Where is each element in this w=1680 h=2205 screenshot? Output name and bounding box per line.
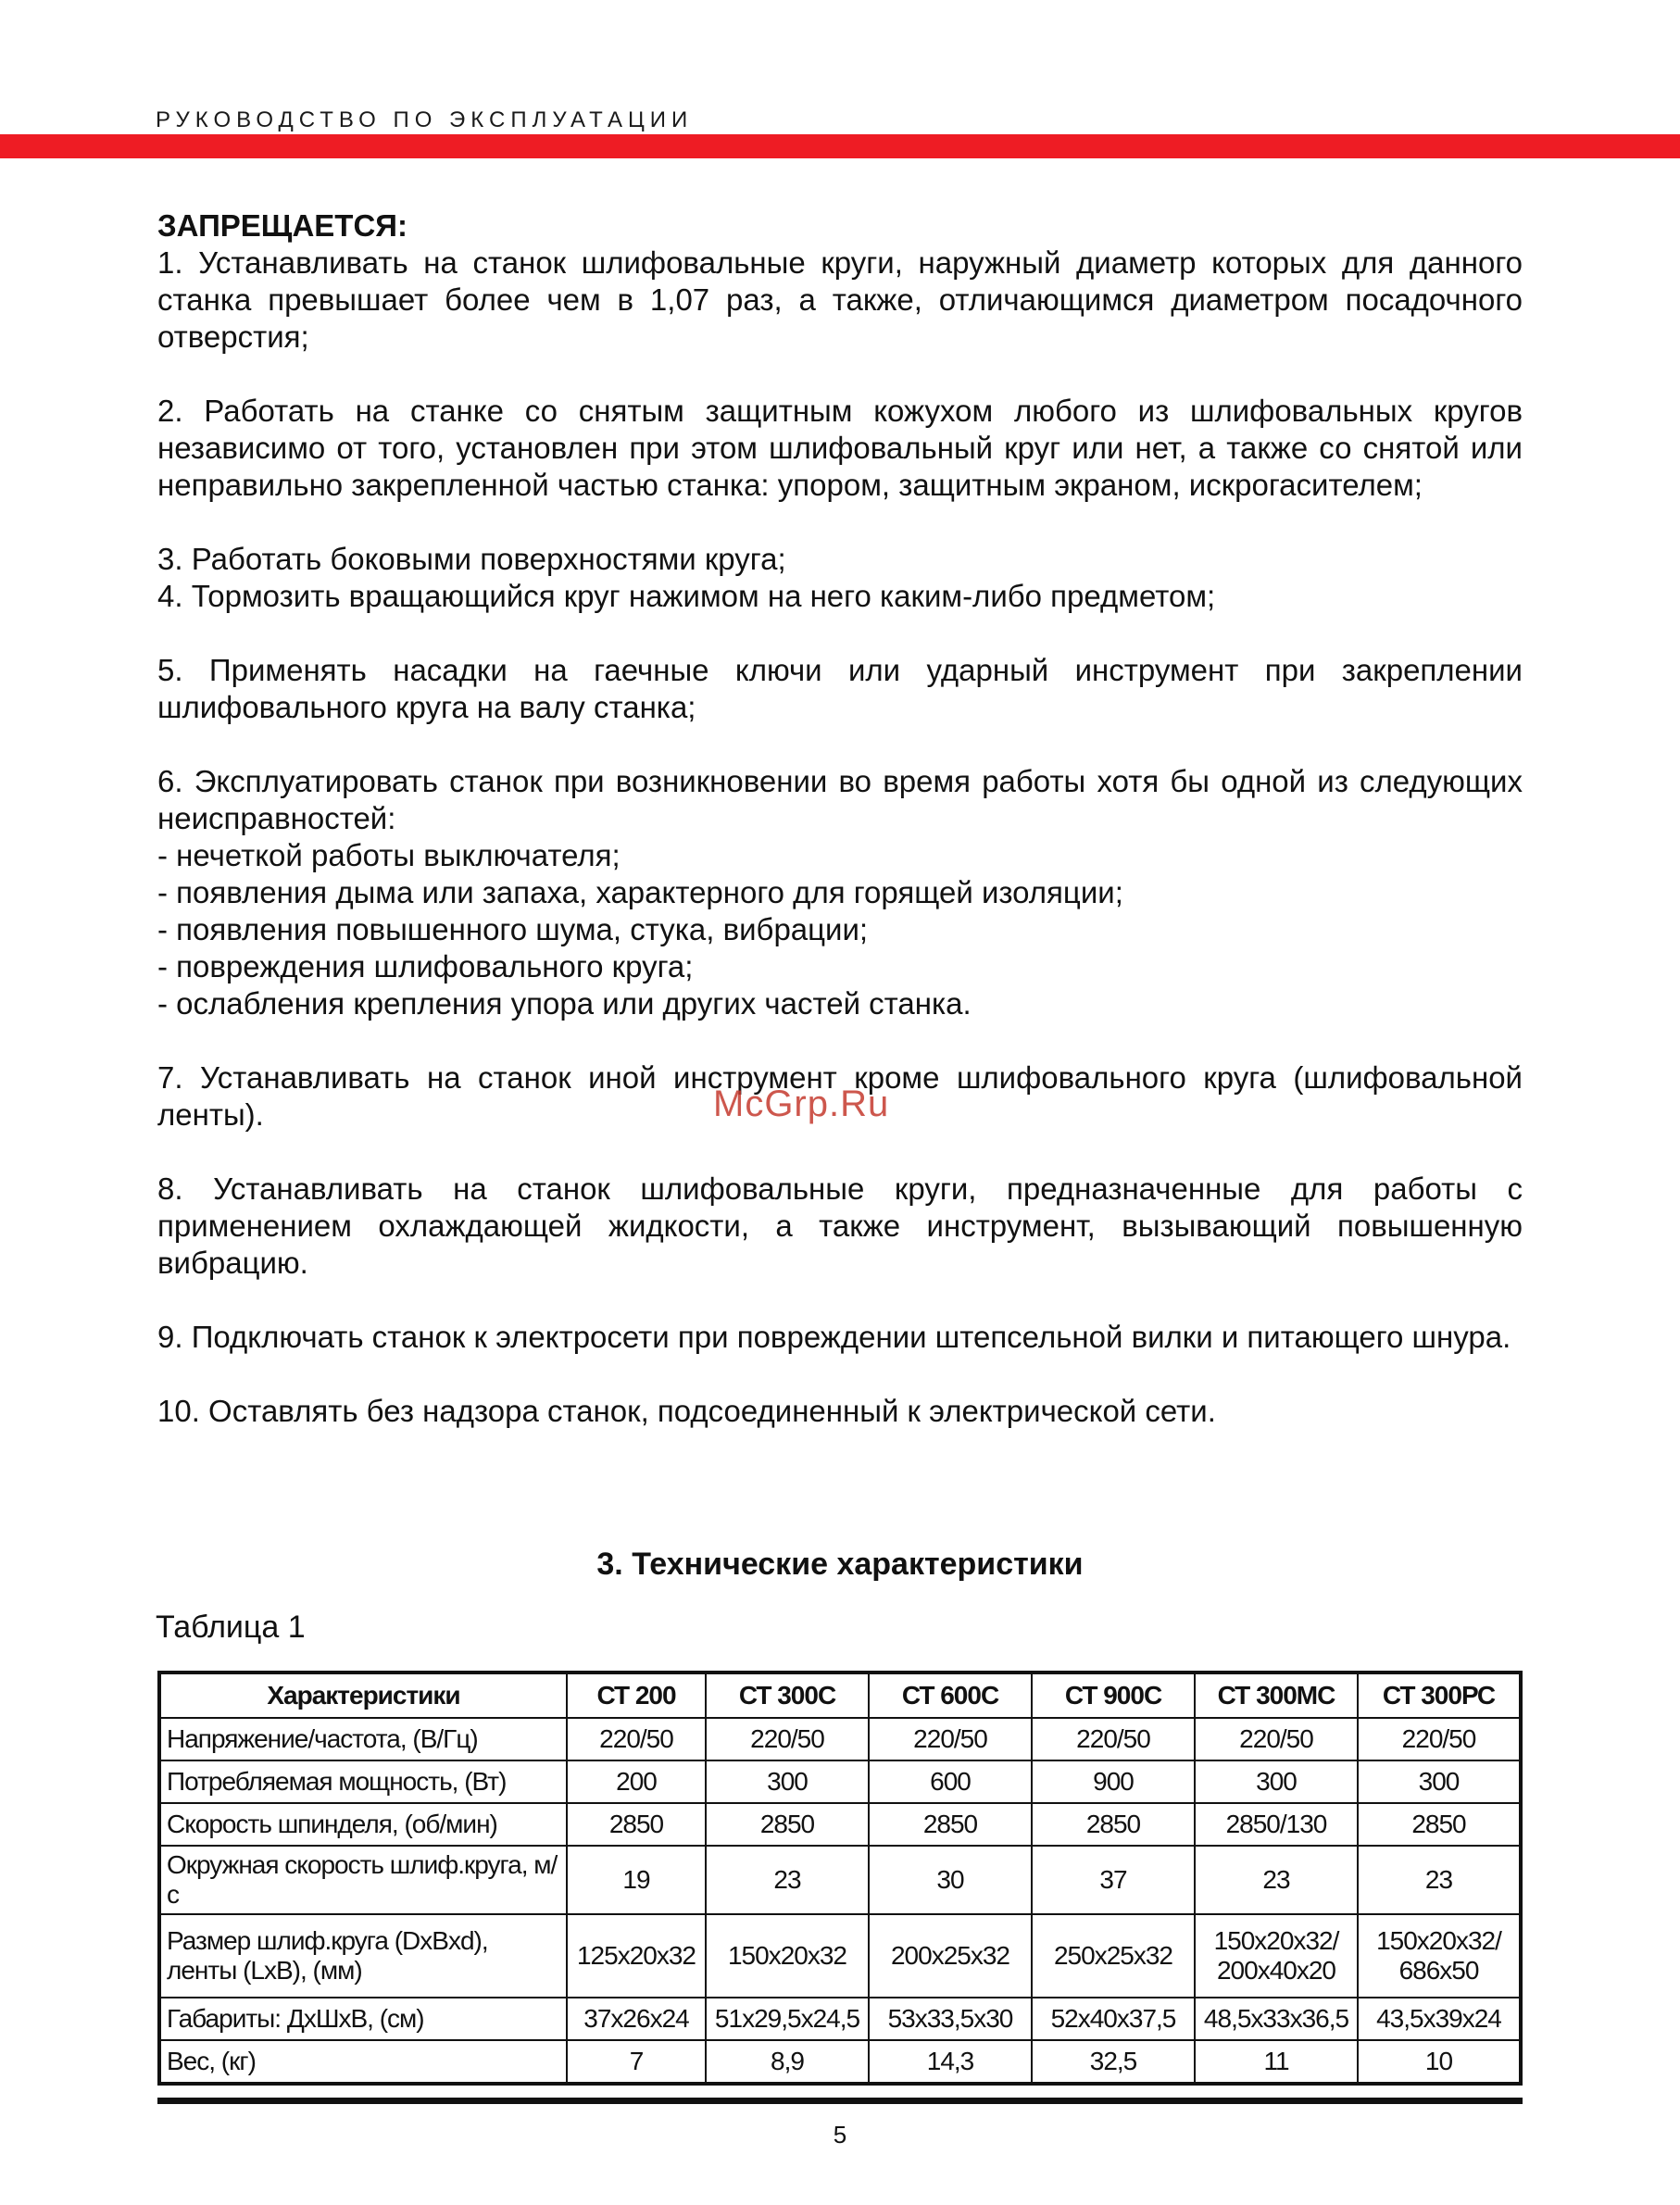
table-cell: 250x25x32	[1032, 1914, 1195, 1998]
table-cell: 150x20x32	[706, 1914, 869, 1998]
prohibited-item-8: 8. Устанавливать на станок шлифовальные круги, предназначенные для работы с применением охлаждающей жидкости, а также инструмент, вызывающий повышенную вибрацию.	[157, 1171, 1523, 1280]
table-cell: 220/50	[1195, 1718, 1358, 1760]
table-header-cell: СТ 900С	[1032, 1673, 1195, 1718]
table-cell: 2850	[706, 1803, 869, 1846]
page-number: 5	[833, 2121, 847, 2149]
table-cell: 19	[567, 1846, 706, 1914]
table-row	[159, 1760, 1521, 1803]
table-row	[159, 2040, 1521, 2084]
prohibited-item-5: 5. Применять насадки на гаечные ключи или ударный инструмент при закреплении шлифовального круга на валу станка;	[157, 653, 1523, 724]
table-cell: 51x29,5x24,5	[706, 1998, 869, 2040]
fault-list-item: - появления повышенного шума, стука, вибрации;	[157, 912, 869, 946]
table-cell: 220/50	[706, 1718, 869, 1760]
table-row-label: Окружная скорость шлиф.круга, м/с	[159, 1846, 567, 1914]
fault-list-item: - ослабления крепления упора или других частей станка.	[157, 986, 972, 1021]
prohibited-item-1: 1. Устанавливать на станок шлифовальные круги, наружный диаметр которых для данного станка превышает более чем в 1,07 раз, а также, отличающимся диаметром посадочного отверстия;	[157, 245, 1523, 354]
table-row-label: Вес, (кг)	[159, 2040, 567, 2084]
table-cell: 48,5x33x36,5	[1195, 1998, 1358, 2040]
table-cell: 900	[1032, 1760, 1195, 1803]
table-cell: 52x40x37,5	[1032, 1998, 1195, 2040]
prohibited-item-6: 6. Эксплуатировать станок при возникновении во время работы хотя бы одной из следующих неисправностей:	[157, 764, 1523, 835]
table-cell: 300	[1195, 1760, 1358, 1803]
table-cell: 43,5x39x24	[1358, 1998, 1521, 2040]
table-cell: 200	[567, 1760, 706, 1803]
table-cell: 11	[1195, 2040, 1358, 2084]
table-header-row	[159, 1673, 1521, 1718]
table-cell: 220/50	[1032, 1718, 1195, 1760]
table-cell: 14,3	[869, 2040, 1032, 2084]
table-cell: 2850/130	[1195, 1803, 1358, 1846]
specs-table	[157, 1671, 1523, 2086]
table-row	[159, 1998, 1521, 2040]
fault-list-item: - появления дыма или запаха, характерного для горящей изоляции;	[157, 875, 1123, 909]
table-cell: 125x20x32	[567, 1914, 706, 1998]
table-cell: 37x26x24	[567, 1998, 706, 2040]
table-cell: 2850	[1358, 1803, 1521, 1846]
table-row-label: Потребляемая мощность, (Вт)	[159, 1760, 567, 1803]
table-cell: 8,9	[706, 2040, 869, 2084]
table-header-cell: СТ 300РС	[1358, 1673, 1521, 1718]
table-row-label: Напряжение/частота, (В/Гц)	[159, 1718, 567, 1760]
table-cell: 150x20x32/ 200x40x20	[1195, 1914, 1358, 1998]
table-row	[159, 1846, 1521, 1914]
table-cell: 300	[1358, 1760, 1521, 1803]
table-cell: 600	[869, 1760, 1032, 1803]
prohibited-section	[157, 207, 1523, 1467]
prohibited-item-4: 4. Тормозить вращающийся круг нажимом на него каким-либо предметом;	[157, 579, 1216, 613]
table-header-cell: СТ 200	[567, 1673, 706, 1718]
table-row	[159, 1803, 1521, 1846]
fault-list-item: - нечеткой работы выключателя;	[157, 838, 621, 872]
table-cell: 7	[567, 2040, 706, 2084]
prohibited-item-9: 9. Подключать станок к электросети при повреждении штепсельной вилки и питающего шнура.	[157, 1320, 1511, 1354]
section-title: 3. Технические характеристики	[596, 1547, 1084, 1582]
table-cell: 32,5	[1032, 2040, 1195, 2084]
table-cell: 220/50	[869, 1718, 1032, 1760]
table-header-cell: Характеристики	[159, 1673, 567, 1718]
footer-rule	[157, 2098, 1523, 2104]
table-header-cell: СТ 600С	[869, 1673, 1032, 1718]
table-cell: 220/50	[1358, 1718, 1521, 1760]
table-cell: 23	[1195, 1846, 1358, 1914]
table-cell: 23	[1358, 1846, 1521, 1914]
table-header-cell: СТ 300МС	[1195, 1673, 1358, 1718]
table-cell: 2850	[567, 1803, 706, 1846]
table-cell: 30	[869, 1846, 1032, 1914]
prohibited-item-10: 10. Оставлять без надзора станок, подсоединенный к электрической сети.	[157, 1394, 1216, 1428]
prohibited-item-3: 3. Работать боковыми поверхностями круга;	[157, 542, 786, 576]
prohibited-item-7: 7. Устанавливать на станок иной инструмент кроме шлифовального круга (шлифовальной ленты).	[157, 1060, 1523, 1132]
table-row	[159, 1718, 1521, 1760]
table-cell: 53x33,5x30	[869, 1998, 1032, 2040]
watermark-text: McGrp.Ru	[713, 1084, 890, 1124]
table-cell: 200x25x32	[869, 1914, 1032, 1998]
table-cell: 220/50	[567, 1718, 706, 1760]
table-row-label: Скорость шпинделя, (об/мин)	[159, 1803, 567, 1846]
document-header-title: РУКОВОДСТВО ПО ЭКСПЛУАТАЦИИ	[156, 107, 694, 132]
table-row-label: Размер шлиф.круга (DxBxd), ленты (LxB), (мм)	[159, 1914, 567, 1998]
table-header-cell: СТ 300С	[706, 1673, 869, 1718]
table-cell: 23	[706, 1846, 869, 1914]
table-cell: 37	[1032, 1846, 1195, 1914]
header-red-bar	[0, 134, 1680, 158]
table-cell: 300	[706, 1760, 869, 1803]
table-caption: Таблица 1	[156, 1610, 306, 1645]
table-cell: 2850	[1032, 1803, 1195, 1846]
prohibited-heading: ЗАПРЕЩАЕТСЯ:	[157, 208, 407, 243]
table-cell: 150x20x32/ 686x50	[1358, 1914, 1521, 1998]
fault-list-item: - повреждения шлифовального круга;	[157, 949, 694, 983]
table-row-label: Габариты: ДхШхВ, (см)	[159, 1998, 567, 2040]
table-cell: 10	[1358, 2040, 1521, 2084]
table-row	[159, 1914, 1521, 1998]
table-cell: 2850	[869, 1803, 1032, 1846]
prohibited-item-2: 2. Работать на станке со снятым защитным кожухом любого из шлифовальных кругов независимо от того, установлен при этом шлифовальный круг или нет, а также со снятой или неправильно закрепленной частью станка: упором, защитным экраном, искрогасителем;	[157, 394, 1523, 502]
